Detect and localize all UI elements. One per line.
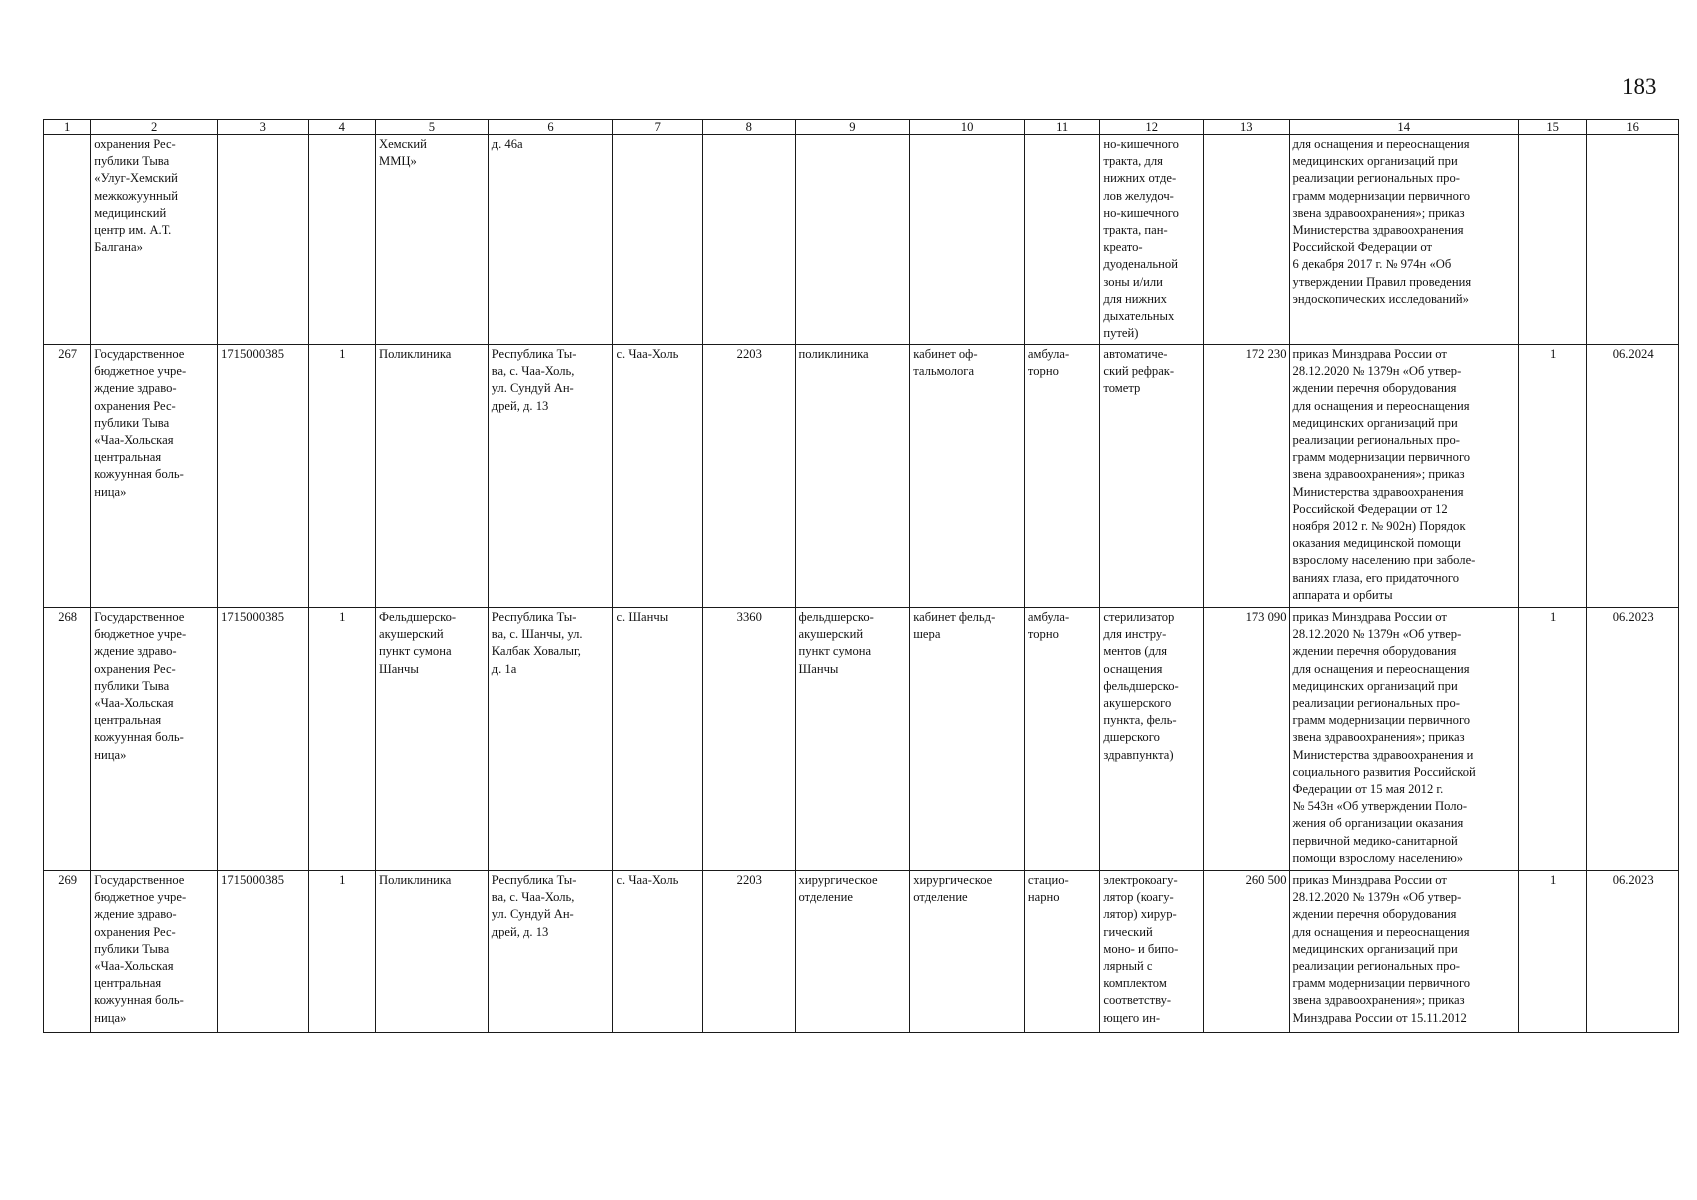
column-header: 6 (488, 120, 613, 135)
column-header: 4 (308, 120, 375, 135)
date-cell (1587, 135, 1679, 345)
price-cell (1204, 135, 1290, 345)
inn-cell: 1715000385 (218, 608, 309, 871)
room-cell (910, 135, 1025, 345)
column-header: 7 (613, 120, 703, 135)
code-cell: 3360 (702, 608, 795, 871)
date-cell: 06.2024 (1587, 345, 1679, 608)
department-cell: фельдшерско- акушерский пункт сумона Шанчы (795, 608, 910, 871)
organization-cell: охранения Рес- публики Тыва «Улуг-Хемский межкожуунный медицинский центр им. А.Т. Балгана» (91, 135, 218, 345)
basis-cell: приказ Минздрава России от 28.12.2020 № 1379н «Об утвер- ждении перечня оборудования для оснащения и переоснащения медицинских организаций при реализации региональных про- грамм модернизации первичного звена здравоохранения»; приказ Министерства здравоохранения и социального развития Российской Федерации от 15 мая 2012 г. № 543н «Об утверждении Поло- жения об организации оказания первичной медико-санитарной помощи взрослому населению» (1289, 608, 1518, 871)
price-cell: 173 090 (1204, 608, 1290, 871)
count-cell: 1 (308, 871, 375, 1033)
date-cell: 06.2023 (1587, 608, 1679, 871)
column-number-row (44, 120, 1679, 135)
quantity-cell (1518, 135, 1586, 345)
care-form-cell (1024, 135, 1099, 345)
price-cell: 260 500 (1204, 871, 1290, 1033)
address-cell: Республика Ты- ва, с. Чаа-Холь, ул. Сундуй Ан- дрей, д. 13 (488, 345, 613, 608)
table-row (44, 608, 1679, 871)
room-cell: хирургическое отделение (910, 871, 1025, 1033)
equipment-cell: но-кишечного тракта, для нижних отде- лов желудоч- но-кишечного тракта, пан- креато- дуоденальной зоны и/или для нижних дыхательных путей) (1100, 135, 1204, 345)
column-header: 3 (218, 120, 309, 135)
organization-cell: Государственное бюджетное учре- ждение здраво- охранения Рес- публики Тыва «Чаа-Хольская центральная кожуунная боль- ница» (91, 608, 218, 871)
count-cell (308, 135, 375, 345)
row-number-cell (44, 135, 91, 345)
column-header: 9 (795, 120, 910, 135)
subdivision-cell: Поликлиника (376, 345, 489, 608)
organization-cell: Государственное бюджетное учре- ждение здраво- охранения Рес- публики Тыва «Чаа-Хольская центральная кожуунная боль- ница» (91, 345, 218, 608)
code-cell: 2203 (702, 345, 795, 608)
department-cell (795, 135, 910, 345)
room-cell: кабинет фельд- шера (910, 608, 1025, 871)
column-header: 16 (1587, 120, 1679, 135)
column-header: 8 (702, 120, 795, 135)
page-number: 183 (1622, 74, 1657, 99)
price-cell: 172 230 (1204, 345, 1290, 608)
care-form-cell: амбула- торно (1024, 345, 1099, 608)
equipment-cell: автоматиче- ский рефрак- тометр (1100, 345, 1204, 608)
column-header: 2 (91, 120, 218, 135)
subdivision-cell: Хемский ММЦ» (376, 135, 489, 345)
equipment-cell: стерилизатор для инстру- ментов (для оснащения фельдшерско- акушерского пункта, фель- дшерского здравпункта) (1100, 608, 1204, 871)
date-cell: 06.2023 (1587, 871, 1679, 1033)
address-cell: Республика Ты- ва, с. Шанчы, ул. Калбак Ховалыг, д. 1а (488, 608, 613, 871)
table-row (44, 135, 1679, 345)
inn-cell: 1715000385 (218, 345, 309, 608)
column-header: 11 (1024, 120, 1099, 135)
locality-cell: с. Чаа-Холь (613, 345, 703, 608)
department-cell: поликлиника (795, 345, 910, 608)
table-row (44, 871, 1679, 1033)
code-cell: 2203 (702, 871, 795, 1033)
column-header: 15 (1518, 120, 1586, 135)
count-cell: 1 (308, 608, 375, 871)
basis-cell: приказ Минздрава России от 28.12.2020 № 1379н «Об утвер- ждении перечня оборудования для оснащения и переоснащения медицинских организаций при реализации региональных про- грамм модернизации первичного звена здравоохранения»; приказ Минздрава России от 15.11.2012 (1289, 871, 1518, 1033)
care-form-cell: стацио- нарно (1024, 871, 1099, 1033)
locality-cell (613, 135, 703, 345)
quantity-cell: 1 (1518, 871, 1586, 1033)
column-header: 10 (910, 120, 1025, 135)
organization-cell: Государственное бюджетное учре- ждение здраво- охранения Рес- публики Тыва «Чаа-Хольская центральная кожуунная боль- ница» (91, 871, 218, 1033)
row-number-cell: 268 (44, 608, 91, 871)
equipment-cell: электрокоагу- лятор (коагу- лятор) хирур- гический моно- и бипо- лярный с комплектом соответству- ющего ин- (1100, 871, 1204, 1033)
room-cell: кабинет оф- тальмолога (910, 345, 1025, 608)
column-header: 12 (1100, 120, 1204, 135)
row-number-cell: 269 (44, 871, 91, 1033)
inn-cell (218, 135, 309, 345)
locality-cell: с. Шанчы (613, 608, 703, 871)
subdivision-cell: Поликлиника (376, 871, 489, 1033)
subdivision-cell: Фельдшерско- акушерский пункт сумона Шанчы (376, 608, 489, 871)
address-cell: Республика Ты- ва, с. Чаа-Холь, ул. Сундуй Ан- дрей, д. 13 (488, 871, 613, 1033)
address-cell: д. 46а (488, 135, 613, 345)
department-cell: хирургическое отделение (795, 871, 910, 1033)
equipment-table (43, 119, 1679, 1033)
count-cell: 1 (308, 345, 375, 608)
row-number-cell: 267 (44, 345, 91, 608)
inn-cell: 1715000385 (218, 871, 309, 1033)
locality-cell: с. Чаа-Холь (613, 871, 703, 1033)
column-header: 13 (1204, 120, 1290, 135)
basis-cell: для оснащения и переоснащения медицинских организаций при реализации региональных про- грамм модернизации первичного звена здравоохранения»; приказ Министерства здравоохранения Российской Федерации от 6 декабря 2017 г. № 974н «Об утверждении Правил проведения эндоскопических исследований» (1289, 135, 1518, 345)
care-form-cell: амбула- торно (1024, 608, 1099, 871)
table-row (44, 345, 1679, 608)
basis-cell: приказ Минздрава России от 28.12.2020 № 1379н «Об утвер- ждении перечня оборудования для оснащения и переоснащения медицинских организаций при реализации региональных про- грамм модернизации первичного звена здравоохранения»; приказ Министерства здравоохранения Российской Федерации от 12 ноября 2012 г. № 902н) Порядок оказания медицинской помощи взрослому населению при заболе- ваниях глаза, его придаточного аппарата и орбиты (1289, 345, 1518, 608)
quantity-cell: 1 (1518, 608, 1586, 871)
column-header: 14 (1289, 120, 1518, 135)
code-cell (702, 135, 795, 345)
column-header: 5 (376, 120, 489, 135)
quantity-cell: 1 (1518, 345, 1586, 608)
column-header: 1 (44, 120, 91, 135)
